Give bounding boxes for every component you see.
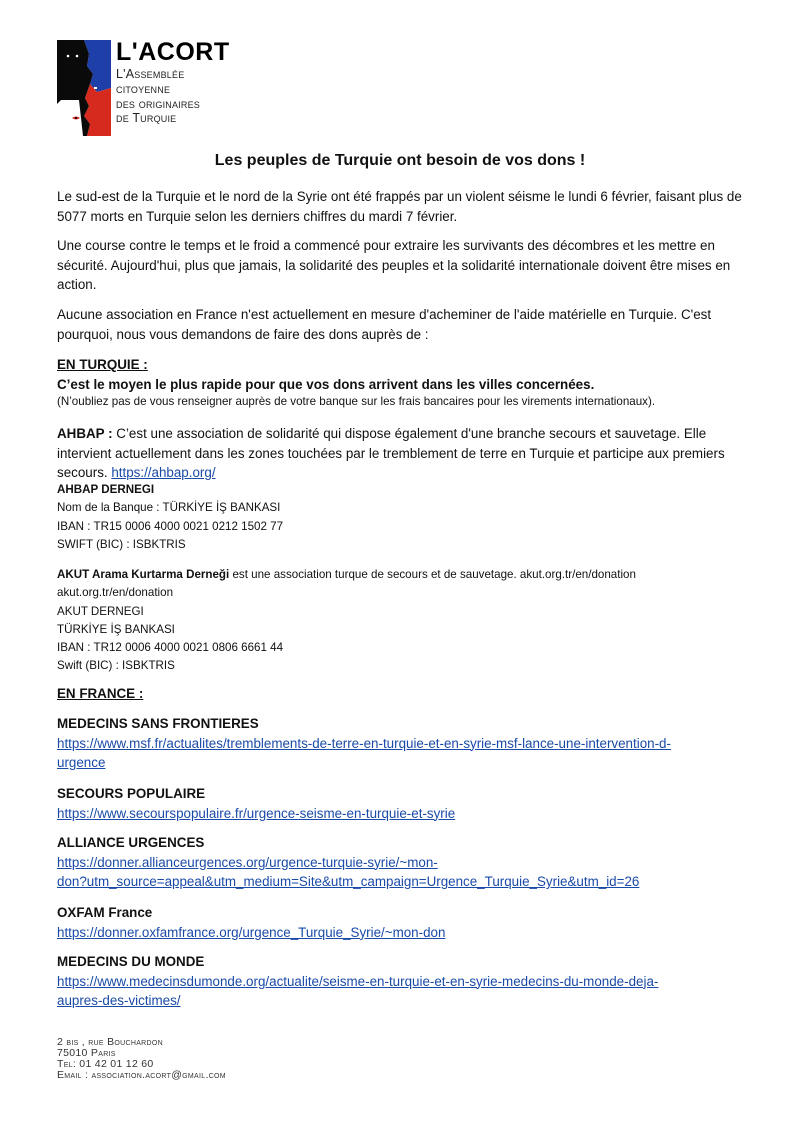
- secours-populaire-block: [57, 784, 747, 823]
- ahbap-bank-line: Nom de la Banque : TÜRKİYE İŞ BANKASI: [57, 501, 281, 515]
- ahbap-name: AHBAP :: [57, 426, 113, 441]
- intro-text: Le sud-est de la Turquie et le nord de la Syrie ont été frappés par un violent séisme le lundi 6 février, faisant plus de 5077 morts en Turquie selon les derniers chiffres du mardi 7 février.: [57, 189, 742, 224]
- turkey-heading: EN TURQUIE :: [57, 357, 148, 372]
- ahbap-bank-line: IBAN : TR15 0006 4000 0021 0212 1502 77: [57, 519, 284, 533]
- oxfam-link[interactable]: https://donner.oxfamfrance.org/urgence_Turquie_Syrie/~mon-don: [57, 924, 446, 940]
- footer-address: [57, 1037, 226, 1081]
- oxfam-name: OXFAM France: [57, 905, 153, 920]
- secours-populaire-link[interactable]: https://www.secourspopulaire.fr/urgence-seisme-en-turquie-et-syrie: [57, 805, 456, 821]
- logo-graphic: [57, 40, 111, 136]
- ahbap-description: [57, 424, 747, 483]
- ahbap-bank-line: SWIFT (BIC) : ISBKTRIS: [57, 537, 186, 551]
- akut-name: AKUT Arama Kurtarma Derneği: [57, 568, 230, 581]
- akut-text: est une association turque de secours et de sauvetage. akut.org.tr/en/donation: [229, 568, 636, 581]
- france-heading-block: [57, 684, 747, 704]
- alliance-urgences-block: [57, 833, 747, 892]
- mdm-block: [57, 952, 747, 1011]
- mdm-link[interactable]: https://www.medecinsdumonde.org/actualite/seisme-en-turquie-et-en-syrie-medecins-du-monde-deja-: [57, 973, 659, 989]
- intro-paragraph-3: [57, 305, 747, 344]
- org-subtitle-line: L'Assemblée: [116, 67, 185, 81]
- msf-block: [57, 714, 747, 773]
- turkey-lead: C’est le moyen le plus rapide pour que vos dons arrivent dans les villes concernées.: [57, 376, 595, 392]
- mdm-link-cont[interactable]: aupres-des-victimes/: [57, 993, 181, 1008]
- footer-line: 2 bis , rue Bouchardon: [57, 1036, 163, 1048]
- ahbap-bank-details: [57, 481, 747, 554]
- org-subtitle-line: citoyenne: [116, 81, 171, 96]
- akut-block: [57, 566, 747, 676]
- akut-line: TÜRKİYE İŞ BANKASI: [57, 622, 175, 636]
- intro-text: Aucune association en France n'est actuellement en mesure d'acheminer de l'aide matérielle en Turquie. C'est pourquoi, nous vous demandons de faire des dons auprès de :: [57, 307, 712, 342]
- akut-line: Swift (BIC) : ISBKTRIS: [57, 659, 175, 673]
- footer-line: Email : association.acort@gmail.com: [57, 1069, 226, 1081]
- msf-name: MEDECINS SANS FRONTIERES: [57, 716, 259, 731]
- alliance-urgences-name: ALLIANCE URGENCES: [57, 835, 205, 850]
- msf-link-cont[interactable]: urgence: [57, 755, 106, 770]
- alliance-urgences-link[interactable]: https://donner.allianceurgences.org/urgence-turquie-syrie/~mon-: [57, 854, 438, 870]
- alliance-urgences-link-cont[interactable]: don?utm_source=appeal&utm_medium=Site&utm_campaign=Urgence_Turquie_Syrie&utm_id=26: [57, 874, 640, 889]
- mdm-name: MEDECINS DU MONDE: [57, 954, 205, 969]
- ahbap-link[interactable]: https://ahbap.org/: [111, 465, 216, 480]
- intro-paragraph-1: [57, 187, 747, 226]
- akut-line: akut.org.tr/en/donation: [57, 586, 174, 600]
- footer-line: Tel: 01 42 01 12 60: [57, 1058, 154, 1070]
- org-subtitle-line: des originaires: [116, 96, 200, 111]
- turkey-section: [57, 355, 747, 410]
- org-name: L'ACORT: [116, 38, 230, 66]
- akut-line: AKUT DERNEGI: [57, 604, 144, 618]
- msf-link[interactable]: https://www.msf.fr/actualites/tremblements-de-terre-en-turquie-et-en-syrie-msf-lance-une-intervention-d-: [57, 735, 671, 751]
- oxfam-block: [57, 903, 747, 942]
- intro-paragraph-2: [57, 236, 747, 295]
- akut-description: [57, 566, 747, 584]
- france-heading: EN FRANCE :: [57, 686, 144, 701]
- org-subtitle-line: de Turquie: [116, 111, 177, 126]
- footer-line: 75010 Paris: [57, 1047, 116, 1059]
- acort-logo: [57, 40, 111, 136]
- secours-populaire-name: SECOURS POPULAIRE: [57, 786, 206, 801]
- ahbap-text: C’est une association de solidarité qui dispose également d'une branche secours et sauvetage. Elle intervient actuellement dans les zones touchées par le tremblement de terre en Turquie et participe aux premiers secours.: [57, 426, 725, 480]
- turkey-note: (N’oubliez pas de vous renseigner auprès de votre banque sur les frais bancaires pour les virements internationaux).: [57, 395, 656, 408]
- intro-text: Une course contre le temps et le froid a commencé pour extraire les survivants des décombres et les mettre en sécurité. Aujourd'hui, plus que jamais, la solidarité des peuples et la solidarité internationale doivent être mises en action.: [57, 238, 731, 292]
- org-subtitle: [116, 67, 200, 126]
- ahbap-account-name: AHBAP DERNEGI: [57, 483, 155, 496]
- ahbap-block: [57, 424, 747, 483]
- document-title: Les peuples de Turquie ont besoin de vos dons !: [214, 152, 586, 169]
- akut-line: IBAN : TR12 0006 4000 0021 0806 6661 44: [57, 641, 284, 655]
